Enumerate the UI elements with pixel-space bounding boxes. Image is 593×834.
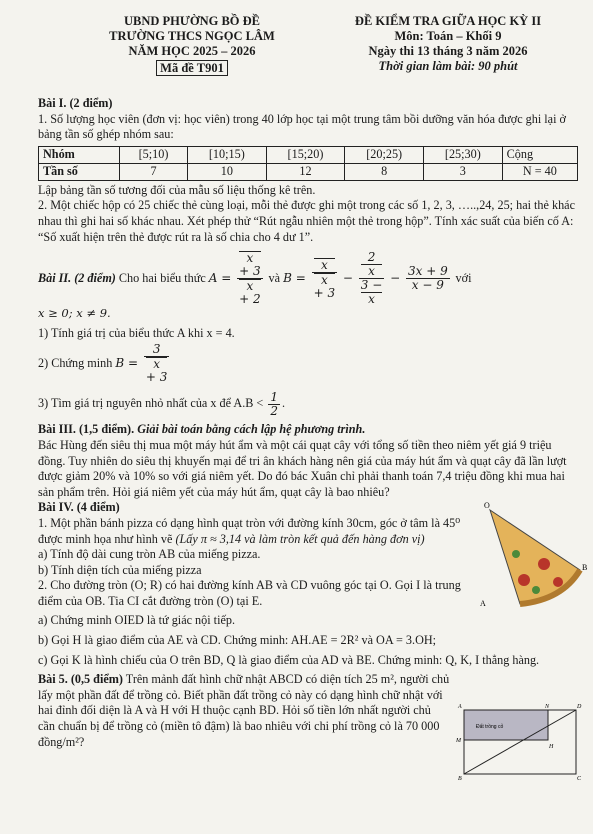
pepperoni xyxy=(553,577,563,587)
topping xyxy=(512,550,520,558)
bai5-title: Bài 5. (0,5 điểm) xyxy=(38,672,123,687)
frequency-table xyxy=(38,146,578,181)
school-name: TRƯỜNG THCS NGỌC LÂM xyxy=(109,29,275,43)
exam-subject: Môn: Toán – Khối 9 xyxy=(394,29,502,43)
exam-code: Mã đề T901 xyxy=(156,60,228,76)
school-year: NĂM HỌC 2025 – 2026 xyxy=(128,44,256,58)
table-cell: [20;25) xyxy=(345,146,424,163)
table-cell: 7 xyxy=(120,163,188,180)
table-cell: [25;30) xyxy=(424,146,503,163)
label-m: M xyxy=(456,738,461,744)
bai4-q2c: c) Gọi K là hình chiếu của O trên BD, Q là giao điểm của AD và BE. Chứng minh: Q, K, I thẳng hàng. xyxy=(38,652,540,667)
bai2-intro: Cho hai biểu thức xyxy=(118,271,206,286)
formula-b: B = x x + 3 − 2 x 3 − x − $\frac{3x + 9}{x - 9}$ xyxy=(283,250,448,307)
table-cell: 8 xyxy=(345,163,424,180)
bai4-q2b: b) Gọi H là giao điểm của AE và CD. Chứng minh: AH.AE = 2R² và OA = 3.OH; xyxy=(38,633,437,648)
table-cell: [5;10) xyxy=(120,146,188,163)
formula-b-proof: B = 3 x + 3 xyxy=(115,342,168,385)
bai4-q2: 2. Cho đường tròn (O; R) có hai đường kính AB và CD vuông góc tại O. Gọi I là trung điểm của OB. Tia CI cắt đường tròn (O) tại E. xyxy=(38,578,461,608)
bai2-line xyxy=(38,251,578,306)
formula-half: $\frac{1}{2}$ xyxy=(270,390,278,419)
rectangle-figure xyxy=(456,700,586,780)
table-cell: [15;20) xyxy=(266,146,345,163)
ward-name: UBND PHƯỜNG BỒ ĐỀ xyxy=(124,14,260,28)
formula-a: A = x + 3 x + 2 xyxy=(208,251,261,307)
bai1-q2: 2. Một chiếc hộp có 25 chiếc thẻ cùng loại, mỗi thẻ được ghi một trong các số 1, 2, 3, …..,24, 25; hai thẻ khác nhau thì ghi hai số khác nhau. Xét phép thử “Rút ngẫu nhiên một thẻ trong hộp”. Tính xác suất của biến cố A: “Số xuất hiện trên thẻ được rút ra là số chia cho 4 dư 1”. xyxy=(38,198,575,244)
bai2-with: với xyxy=(455,271,472,286)
label-h: H xyxy=(549,744,554,750)
pepperoni xyxy=(518,574,530,586)
bai2-q3-line: 3) Tìm giá trị nguyên nhỏ nhất của x để A.B < $\frac{1}{2}$ . xyxy=(38,390,286,419)
bai5 xyxy=(38,672,450,750)
table-cell: 12 xyxy=(266,163,345,180)
table-cell: Tần số xyxy=(39,163,120,180)
bai2-q2: 2) Chứng minh xyxy=(38,356,113,371)
bai2-q3: 3) Tìm giá trị nguyên nhỏ nhất của x để A.B < xyxy=(38,396,264,411)
bai2-title: Bài II. (2 điểm) xyxy=(38,271,116,286)
pizza-figure xyxy=(472,498,592,608)
bai4-q1-text: 1. Một phần bánh pizza có dạng hình quạt tròn với đường kính 30cm, góc ở tâm là 45⁰ được minh họa như hình vẽ xyxy=(38,515,461,546)
table-cell: 3 xyxy=(424,163,503,180)
exam-body xyxy=(38,96,578,750)
pepperoni xyxy=(538,558,550,570)
school-header xyxy=(92,14,292,76)
table-cell: [10;15) xyxy=(187,146,266,163)
bai2-cond: x ≥ 0; x ≠ 9. xyxy=(38,306,111,321)
bai4-title: Bài IV. (4 điểm) xyxy=(38,500,120,515)
bai3-head xyxy=(38,422,578,438)
bai5-text: Trên mảnh đất hình chữ nhật ABCD có diện tích 25 m², người chủ lấy một phần đất để trồng cỏ. Biết phần đất trồng cỏ này có dạng hình chữ nhật với hai đỉnh đối diện là A và H với H thuộc cạnh BD. Hỏi số tiền lớn nhất người chủ cần chuẩn bị để trồng cỏ (miền tô đậm) là bao nhiêu với chi phí trồng cỏ là 70 000 đồng/m²? xyxy=(38,672,450,749)
bai4-q2a: a) Chứng minh OIED là tứ giác nội tiếp. xyxy=(38,613,235,628)
bai3-text: Bác Hùng đến siêu thị mua một máy hút ẩm và một cái quạt cây với tổng số tiền theo niêm yết giá 9 triệu đồng. Tuy nhiên do siêu thị khuyến mại để tri ân khách hàng nên giá của máy hút ẩm và quạt cây đã lần lượt được giảm 20% và 10% so với giá niêm yết. Do đó bác Xuân chỉ phải thanh toán 7,4 triệu đồng khi mua hai sản phẩm trên. Hỏi giá niêm yết của máy hút ẩm, quạt cây là bao nhiêu? xyxy=(38,437,567,499)
topping xyxy=(532,586,540,594)
exam-header xyxy=(318,14,578,74)
bai1-q1b: Lập bảng tần số tương đối của mẫu số liệu thống kê trên. xyxy=(38,182,316,197)
bai4-q1 xyxy=(38,516,468,547)
grass-label: Đất trồng cỏ xyxy=(476,724,504,730)
label-c: C xyxy=(577,776,582,780)
exam-title: ĐỀ KIỂM TRA GIỮA HỌC KỲ II xyxy=(354,14,542,28)
bai4-q1-note: (Lấy π ≈ 3,14 và làm tròn kết quả đến hàng đơn vị) xyxy=(175,531,425,546)
label-b: B xyxy=(458,776,462,780)
table-row xyxy=(39,163,578,180)
table-cell: Cộng xyxy=(502,146,577,163)
label-d: D xyxy=(577,704,582,710)
bai2-q1: 1) Tính giá trị của biểu thức A khi x = 4. xyxy=(38,325,235,340)
bai4-q1a: a) Tính độ dài cung tròn AB của miếng pizza. xyxy=(38,547,261,562)
label-n: N xyxy=(545,704,550,710)
label-b: B xyxy=(582,563,588,572)
bai3-subtitle: Giải bài toán bằng cách lập hệ phương trình. xyxy=(137,422,366,437)
label-a: A xyxy=(458,704,462,710)
bai1-q1 xyxy=(38,112,578,143)
table-cell: Nhóm xyxy=(39,146,120,163)
bai1-title: Bài I. (2 điểm) xyxy=(38,96,113,110)
table-cell: N = 40 xyxy=(502,163,577,180)
table-row xyxy=(39,146,578,163)
label-o: O xyxy=(484,501,490,510)
label-a: A xyxy=(480,599,486,608)
bai1-q1-text: 1. Số lượng học viên (đơn vị: học viên) trong 40 lớp học tại một trung tâm bồi dưỡng văn hóa được ghi lại ở bảng tần số ghép nhóm sau: xyxy=(38,111,566,142)
bai3-title: Bài III. (1,5 điểm). xyxy=(38,422,135,437)
bai4-q1b: b) Tính diện tích của miếng pizza xyxy=(38,562,202,577)
table-cell: 10 xyxy=(187,163,266,180)
bai2-q2-line xyxy=(38,343,578,384)
bai2-and: và xyxy=(268,271,281,286)
exam-duration: Thời gian làm bài: 90 phút xyxy=(378,59,518,73)
exam-date: Ngày thi 13 tháng 3 năm 2026 xyxy=(368,44,528,58)
